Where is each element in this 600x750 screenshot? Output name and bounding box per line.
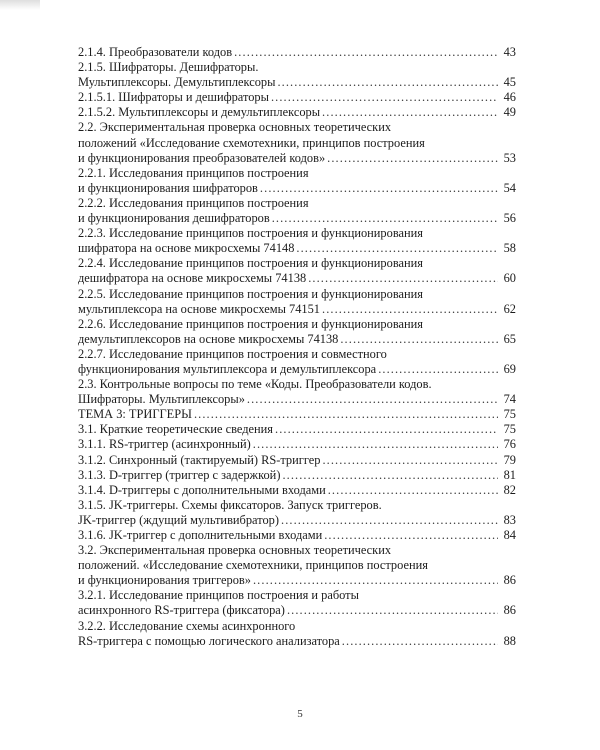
dot-leader — [277, 75, 498, 90]
dot-leader — [194, 407, 498, 422]
toc-entry-title-line: 3.2.1. Исследование принципов построения и работы — [78, 588, 359, 603]
toc-entry-title-line: положений. «Исследование схемотехники, принципов построения — [78, 558, 428, 573]
toc-entry[interactable] — [78, 468, 516, 483]
toc-entry-title-line: 3.1.1. RS-триггер (асинхронный) — [78, 437, 251, 452]
toc-entry-row — [78, 332, 516, 347]
toc-entry-row — [78, 45, 516, 60]
toc-page-number: 46 — [503, 90, 516, 105]
toc-entry-row — [78, 407, 516, 422]
toc-entry-title-line: 2.1.5.2. Мультиплексоры и демультиплексоры — [78, 105, 321, 120]
dot-leader — [296, 241, 498, 256]
toc-page-number: 49 — [503, 105, 516, 120]
dot-leader — [281, 513, 498, 528]
dot-leader — [287, 603, 498, 618]
toc-entry-row — [78, 437, 516, 452]
toc-entry-row — [78, 362, 516, 377]
toc-entry-title-line: 2.2.5. Исследование принципов построения и функционирования — [78, 286, 423, 301]
toc-entry-title-line: дешифратора на основе микросхемы 74138 — [78, 271, 307, 286]
toc-page-number: 83 — [503, 512, 516, 527]
dot-leader — [340, 332, 498, 347]
toc-entry-title-line: 2.1.4. Преобразователи кодов — [78, 45, 233, 59]
toc-entry-row — [78, 271, 516, 286]
toc-page-number: 86 — [503, 603, 516, 618]
toc-page-number: 62 — [503, 301, 516, 316]
dot-leader — [342, 634, 498, 649]
toc-entry[interactable] — [78, 60, 516, 90]
toc-entry-title-line: 2.2. Экспериментальная проверка основных теоретических — [78, 120, 392, 135]
dot-leader — [324, 528, 498, 543]
toc-entry[interactable] — [78, 256, 516, 286]
toc-entry-title-line: шифратора на основе микросхемы 74148 — [78, 241, 295, 256]
toc-entry-title-line: положений «Исследование схемотехники, принципов построения — [78, 135, 425, 150]
dot-leader — [275, 422, 498, 437]
dot-leader — [272, 211, 498, 226]
toc-entry[interactable] — [78, 407, 516, 422]
toc-entry-title-line: 2.2.2. Исследования принципов построения — [78, 195, 309, 210]
toc-page-number: 69 — [503, 361, 516, 376]
toc-entry-row — [78, 603, 516, 618]
toc-entry[interactable] — [78, 453, 516, 468]
toc-entry-title-line: функционирования мультиплексора и демультиплексора — [78, 361, 377, 376]
toc-entry-title-line: мультиплексора на основе микросхемы 74151 — [78, 301, 320, 316]
toc-entry-row — [78, 513, 516, 528]
toc-entry-title-line: ТЕМА 3: ТРИГГЕРЫ — [78, 407, 192, 422]
toc-entry[interactable] — [78, 196, 516, 226]
toc-entry[interactable] — [78, 287, 516, 317]
toc-page-number: 54 — [503, 180, 516, 195]
toc-entry-row — [78, 528, 516, 543]
toc-entry-row — [78, 75, 516, 90]
toc-entry[interactable] — [78, 422, 516, 437]
toc-entry-row — [78, 483, 516, 498]
toc-entry-title-line: 3.1.3. D-триггер (триггер с задержкой) — [78, 467, 281, 482]
toc-entry-title-line: Шифраторы. Мультиплексоры» — [78, 392, 245, 407]
toc-entry-title-line: RS-триггера с помощью логического анализатора — [78, 633, 340, 648]
toc-entry-title-line: 2.2.4. Исследование принципов построения и функционирования — [78, 256, 423, 271]
page-number: 5 — [297, 708, 303, 720]
toc-page-number: 75 — [503, 407, 516, 422]
dot-leader — [247, 392, 498, 407]
toc-entry[interactable] — [78, 347, 516, 377]
toc-entry-title-line: 3.1. Краткие теоретические сведения — [78, 422, 274, 437]
toc-page-number: 56 — [503, 211, 516, 226]
toc-entry-title-line: и функционирования дешифраторов — [78, 211, 270, 226]
toc-entry[interactable] — [78, 105, 516, 120]
toc-page-number: 65 — [503, 331, 516, 346]
toc-entry[interactable] — [78, 543, 516, 588]
toc-entry-row — [78, 181, 516, 196]
toc-page-number: 53 — [503, 150, 516, 165]
dot-leader — [271, 90, 498, 105]
toc-page-number: 79 — [503, 452, 516, 467]
dot-leader — [328, 483, 498, 498]
toc-page-number: 43 — [503, 45, 516, 59]
toc-entry-title-line: 2.2.1. Исследования принципов построения — [78, 165, 309, 180]
scan-corner-shadow — [0, 0, 40, 10]
toc-page-number: 60 — [503, 271, 516, 286]
toc-entry[interactable] — [78, 619, 516, 649]
toc-page-number: 84 — [503, 528, 516, 542]
toc-entry-title-line: и функционирования триггеров» — [78, 573, 251, 588]
toc-entry[interactable] — [78, 498, 516, 528]
toc-entry-title-line: асинхронного RS-триггера (фиксатора) — [78, 603, 285, 618]
toc-entry[interactable] — [78, 120, 516, 165]
toc-entry-row — [78, 241, 516, 256]
toc-entry[interactable] — [78, 483, 516, 498]
toc-entry-title-line: 3.1.2. Синхронный (тактируемый) RS-триггер — [78, 452, 321, 467]
toc-entry-row — [78, 151, 516, 166]
dot-leader — [253, 437, 498, 452]
toc-entry-title-line: 3.1.6. JK-триггер с дополнительными входами — [78, 528, 323, 542]
dot-leader — [253, 573, 498, 588]
toc-entry-row — [78, 634, 516, 649]
toc-entry-title-line: 3.1.5. JK-триггеры. Схемы фиксаторов. Запуск триггеров. — [78, 497, 382, 512]
toc-page-number: 58 — [503, 241, 516, 256]
toc-entry-title-line: демультиплексоров на основе микросхемы 74138 — [78, 331, 339, 346]
dot-leader — [327, 151, 498, 166]
dot-leader — [308, 271, 498, 286]
toc-entry-title-line: 2.1.5. Шифраторы. Дешифраторы. — [78, 60, 259, 75]
toc-entry[interactable] — [78, 437, 516, 452]
toc-entry[interactable] — [78, 377, 516, 407]
toc-entry-title-line: 2.2.7. Исследование принципов построения и совместного — [78, 346, 387, 361]
toc-entry-title-line: Мультиплексоры. Демультиплексоры — [78, 75, 276, 90]
dot-leader — [322, 302, 498, 317]
table-of-contents — [78, 45, 516, 649]
toc-entry[interactable] — [78, 226, 516, 256]
toc-entry-title-line: и функционирования шифраторов — [78, 180, 258, 195]
dot-leader — [260, 181, 498, 196]
toc-entry-row — [78, 392, 516, 407]
toc-entry-row — [78, 302, 516, 317]
dot-leader — [378, 362, 498, 377]
toc-entry-row — [78, 573, 516, 588]
toc-page-number: 76 — [503, 437, 516, 452]
toc-page-number: 75 — [503, 422, 516, 437]
dot-leader — [234, 45, 498, 60]
toc-entry-title-line: 3.2. Экспериментальная проверка основных теоретических — [78, 543, 392, 558]
toc-entry[interactable] — [78, 90, 516, 105]
toc-page-number: 82 — [503, 482, 516, 497]
toc-entry-title-line: 2.3. Контрольные вопросы по теме «Коды. Преобразователи кодов. — [78, 377, 432, 392]
toc-entry[interactable] — [78, 317, 516, 347]
toc-entry-row — [78, 453, 516, 468]
dot-leader — [322, 105, 498, 120]
toc-entry-row — [78, 468, 516, 483]
toc-entry-title-line: JK-триггер (ждущий мультивибратор) — [78, 512, 279, 527]
toc-page-number: 45 — [503, 75, 516, 90]
toc-page-number: 74 — [503, 392, 516, 407]
dot-leader — [282, 468, 498, 483]
toc-entry[interactable] — [78, 588, 516, 618]
toc-page-number: 88 — [503, 633, 516, 648]
toc-entry-row — [78, 90, 516, 105]
toc-entry-row — [78, 105, 516, 120]
toc-entry-row — [78, 422, 516, 437]
toc-entry[interactable] — [78, 528, 516, 543]
toc-page-number: 86 — [503, 573, 516, 588]
toc-entry-title-line: 2.2.3. Исследование принципов построения и функционирования — [78, 226, 423, 241]
toc-entry-title-line: 2.2.6. Исследование принципов построения и функционирования — [78, 316, 423, 331]
toc-entry-title-line: и функционирования преобразователей кодов» — [78, 150, 326, 165]
toc-entry[interactable] — [78, 45, 516, 60]
toc-entry-title-line: 3.1.4. D-триггеры с дополнительными входами — [78, 482, 326, 497]
toc-entry-title-line: 2.1.5.1. Шифраторы и дешифраторы — [78, 90, 269, 105]
toc-page-number: 81 — [503, 467, 516, 482]
dot-leader — [322, 453, 498, 468]
toc-entry-row — [78, 211, 516, 226]
toc-entry[interactable] — [78, 166, 516, 196]
toc-entry-title-line: 3.2.2. Исследование схемы асинхронного — [78, 618, 296, 633]
